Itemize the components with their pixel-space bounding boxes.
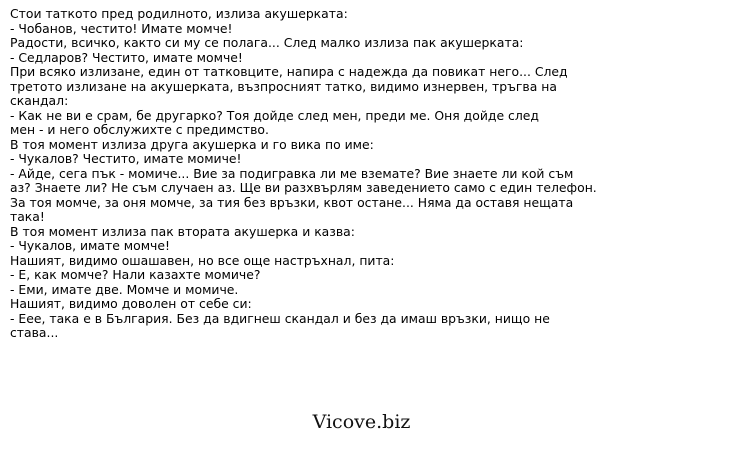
- joke-line: В тоя момент излиза пак втората акушерка и казва:: [10, 223, 355, 239]
- joke-line: - Чобанов, честито! Имате момче!: [10, 20, 233, 36]
- joke-text: [10, 6, 597, 341]
- joke-line: При всяко излизане, един от татковците, напира с надежда да повикат него... След: [10, 64, 568, 79]
- joke-line: - Чукалов? Честито, имате момиче!: [10, 151, 242, 166]
- joke-line: - Еее, така е в България. Без да вдигнеш скандал и без да имаш връзки, нищо не: [10, 310, 550, 326]
- joke-line: - Чукалов, имате момче!: [10, 238, 170, 253]
- joke-line: - Е, как момче? Нали казахте момиче?: [10, 267, 261, 282]
- joke-line: - Еми, имате две. Момче и момиче.: [10, 281, 239, 297]
- joke-line: аз? Знаете ли? Не съм случаен аз. Ще ви разхвърлям заведението само с един телефон.: [10, 180, 597, 195]
- joke-line: Нашият, видимо ошашавен, но все още настръхнал, пита:: [10, 252, 395, 268]
- site-watermark: Vicove.biz: [312, 411, 411, 433]
- joke-line: - Как не ви е срам, бе другарко? Тоя дойде след мен, преди ме. Оня дойде след: [10, 107, 539, 123]
- joke-line: За тоя момче, за оня момче, за тия без връзки, квот остане... Няма да оставя нещата: [10, 194, 574, 210]
- joke-line: така!: [10, 209, 45, 224]
- joke-line: мен - и него обслужихте с предимство.: [10, 122, 269, 137]
- joke-line: Нашият, видимо доволен от себе си:: [10, 296, 252, 311]
- joke-line: В тоя момент излиза друга акушерка и го вика по име:: [10, 136, 374, 152]
- joke-line: Стои таткото пред родилното, излиза акушерката:: [10, 6, 348, 21]
- joke-line: - Айде, сега пък - момиче... Вие за подигравка ли ме вземате? Вие знаете ли кой съм: [10, 165, 574, 181]
- joke-line: - Седларов? Честито, имате момче!: [10, 49, 243, 65]
- joke-line: Радости, всичко, както си му се полага... След малко излиза пак акушерката:: [10, 35, 524, 50]
- joke-line: става...: [10, 325, 59, 340]
- joke-line: скандал:: [10, 93, 69, 108]
- joke-line: третото излизане на акушерката, възпросният татко, видимо изнервен, тръгва на: [10, 78, 557, 94]
